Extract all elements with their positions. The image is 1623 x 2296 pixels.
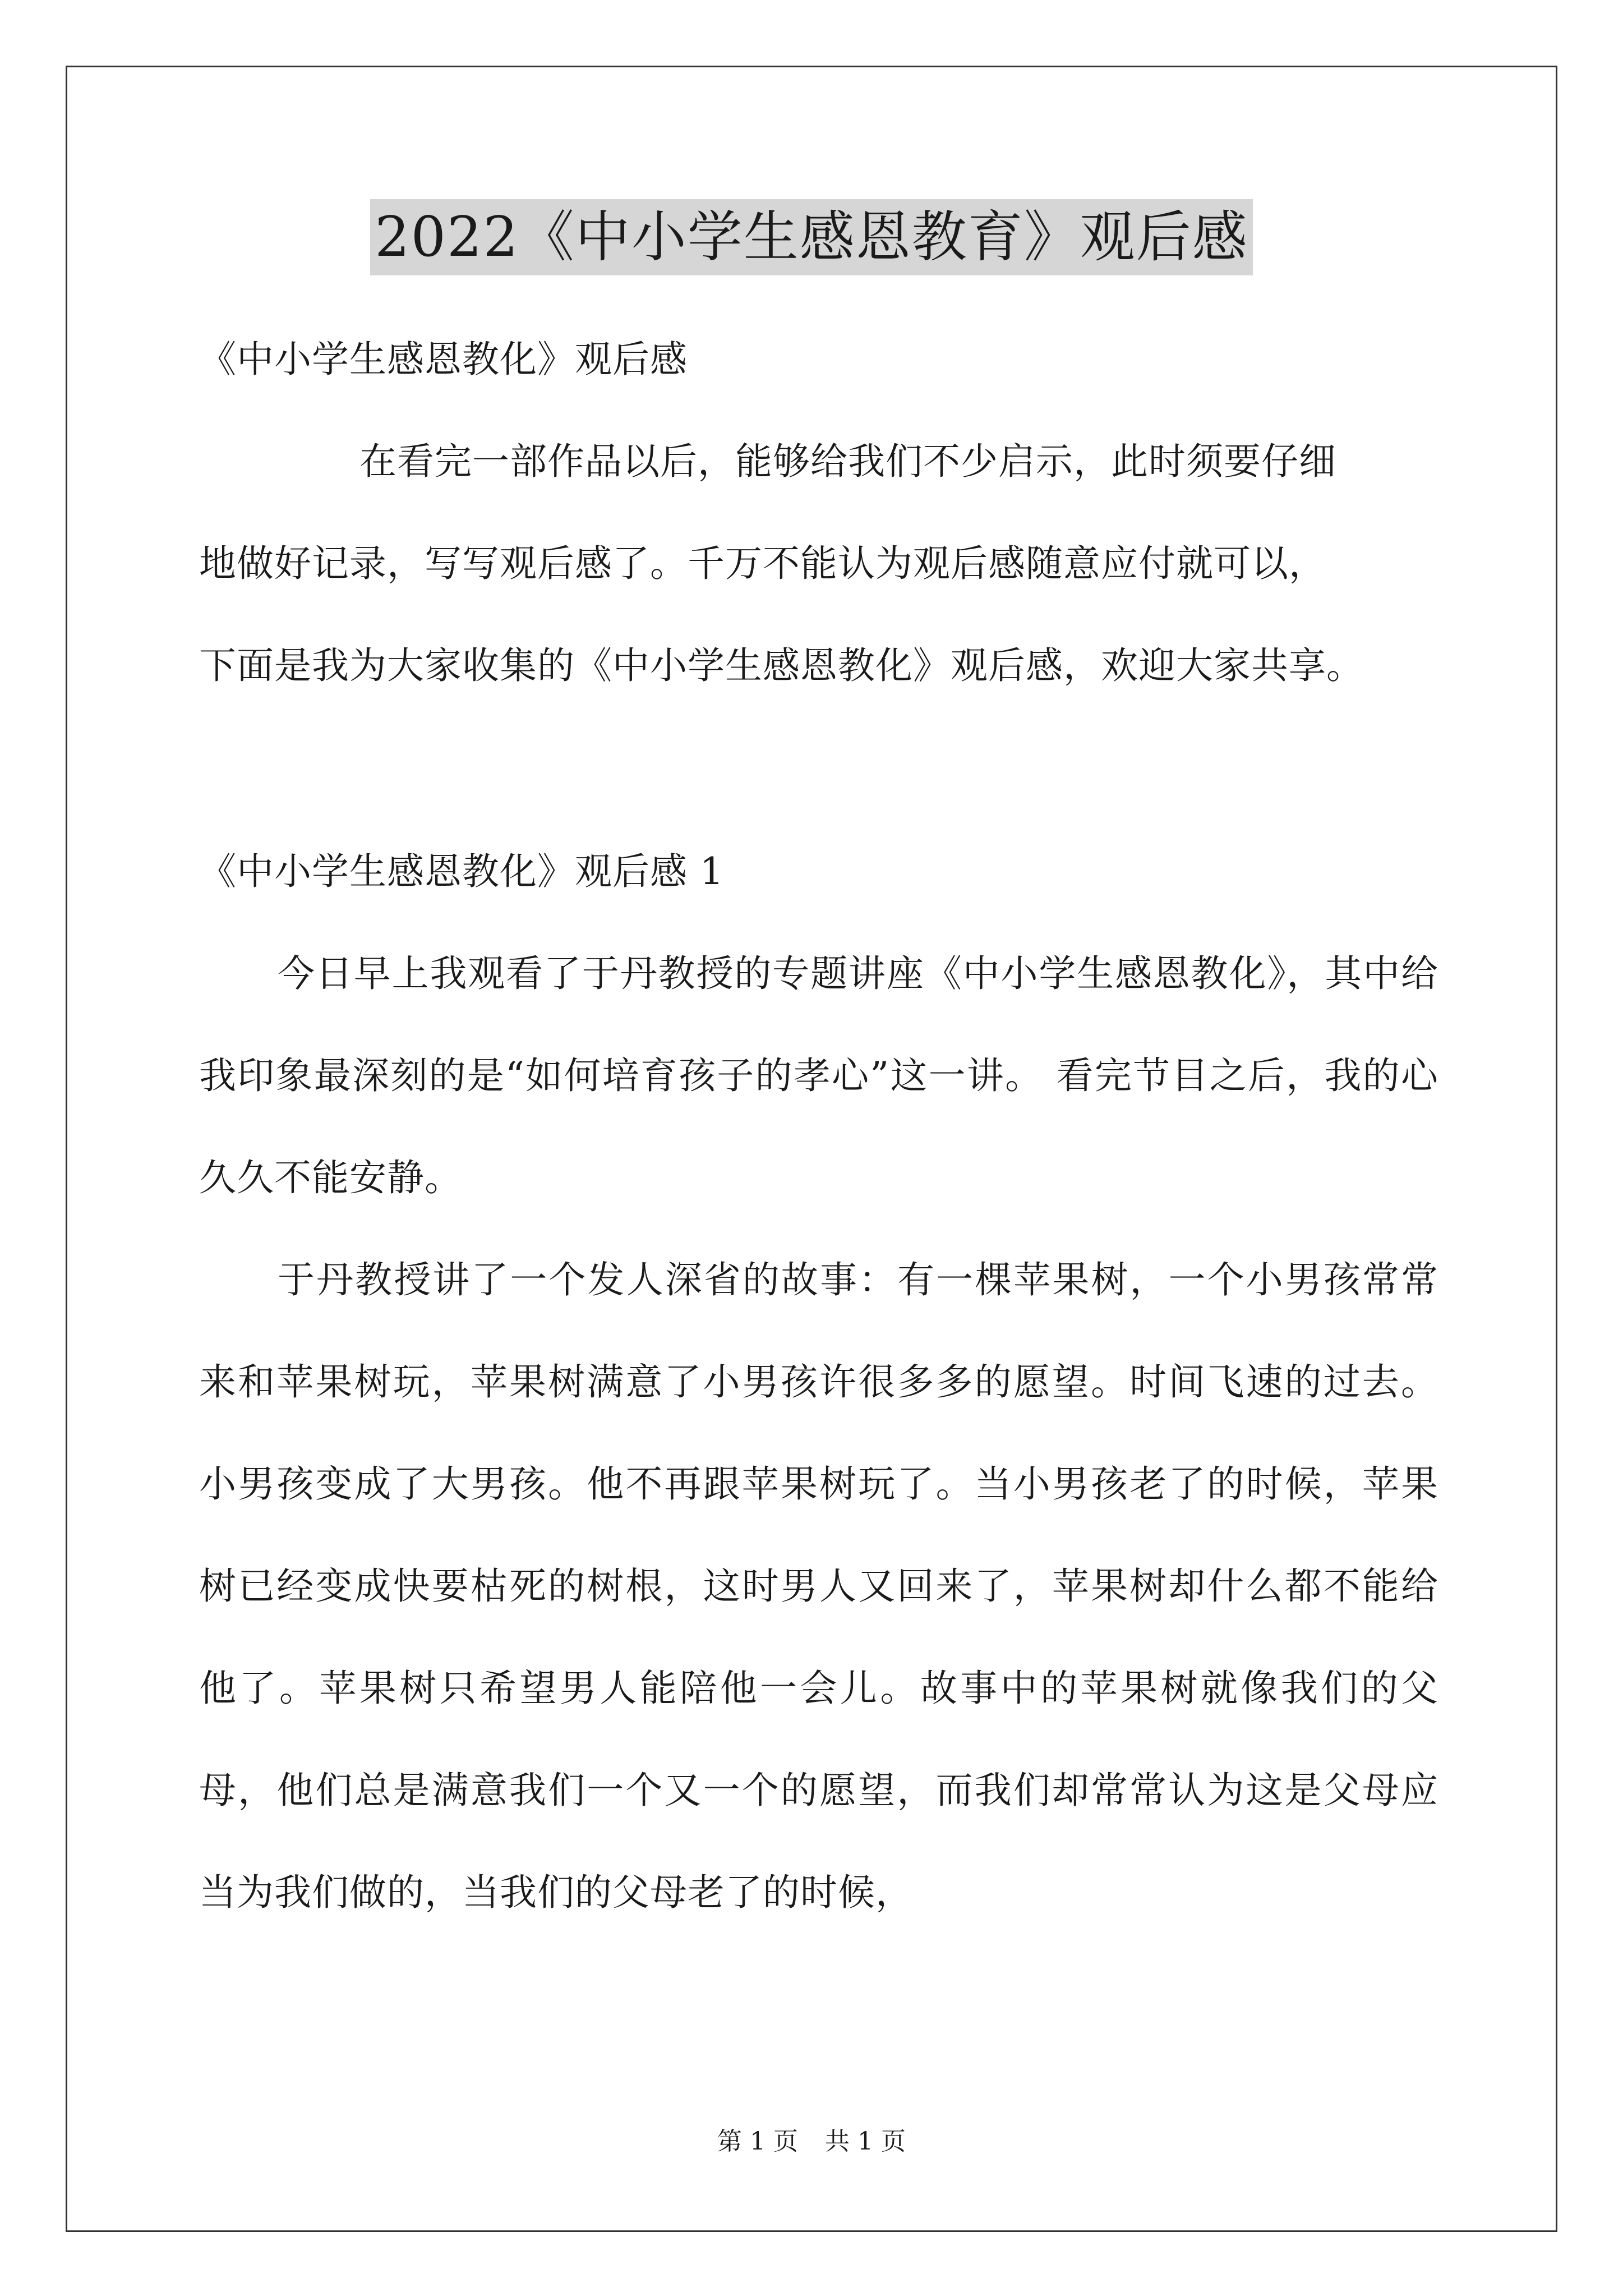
paragraph-1: 今日早上我观看了于丹教授的专题讲座《中小学生感恩教化》，其中给我印象最深刻的是“如何培育孩子的孝心”这一讲。 看完节目之后，我的心久久不能安静。 [199,952,1438,1199]
page-footer [0,2125,1623,2159]
intro-line-3: 下面是我为大家收集的《中小学生感恩教化》观后感，欢迎大家共享。 [199,644,1364,687]
intro-line-2: 地做好记录，写写观后感了。千万不能认为观后感随意应付就可以， [199,542,1326,585]
page-number: 第 1 页 [717,2127,798,2156]
section-heading: 《中小学生感恩教化》观后感 1 [199,850,724,893]
section-gap [199,717,1438,821]
intro-line-1: 在看完一部作品以后，能够给我们不少启示，此时须要仔细 [359,440,1336,483]
title-container [0,199,1623,275]
page-total: 共 1 页 [825,2127,906,2156]
document-body [199,309,1438,1944]
subtitle: 《中小学生感恩教化》观后感 [199,338,688,381]
document-title: 2022《中小学生感恩教育》观后感 [370,199,1252,275]
paragraph-2: 于丹教授讲了一个发人深省的故事：有一棵苹果树，一个小男孩常常来和苹果树玩，苹果树满意了小男孩许很多多的愿望。时间飞速的过去。小男孩变成了大男孩。他不再跟苹果树玩了。当小男孩老了的时候，苹果树已经变成快要枯死的树根，这时男人又回来了，苹果树却什么都不能给他了。苹果树只希望男人能陪他一会儿。故事中的苹果树就像我们的父母，他们总是满意我们一个又一个的愿望，而我们却常常认为这是父母应当为我们做的，当我们的父母老了的时候， [199,1258,1438,1914]
